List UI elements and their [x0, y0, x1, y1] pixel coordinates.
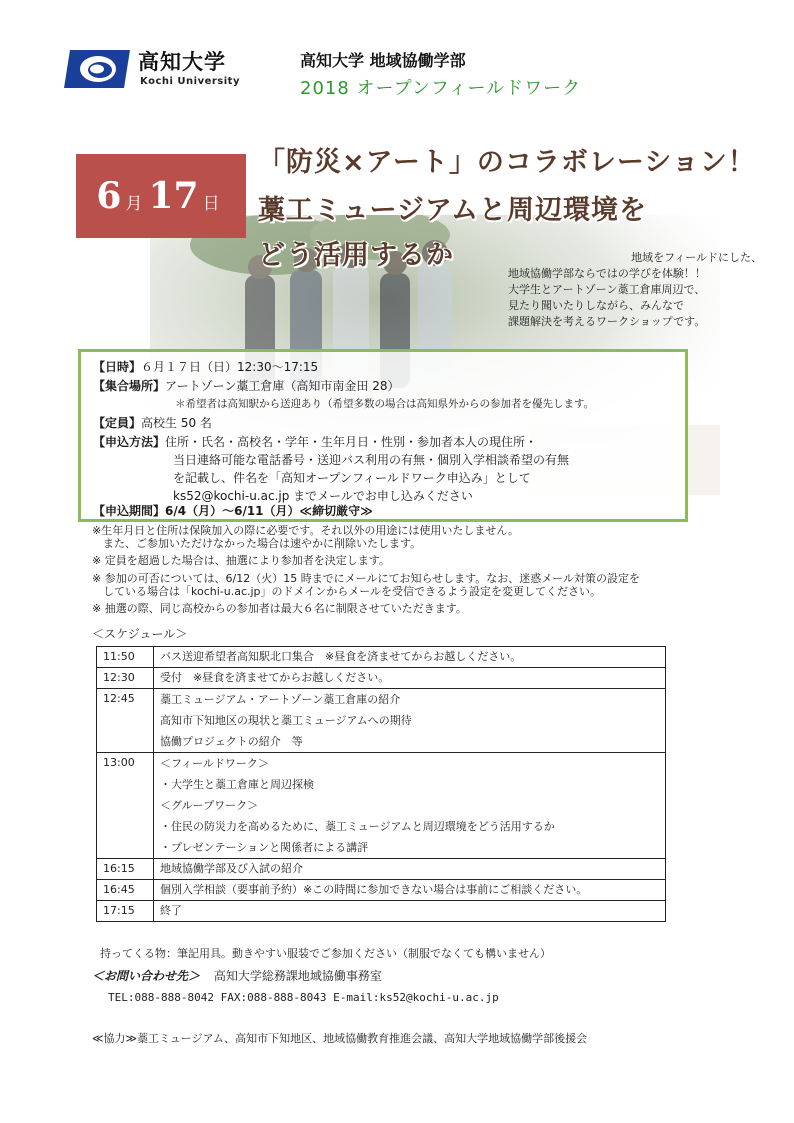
note-personal-info: ※生年月日と住所は保険加入の際に必要です。それ以外の用途には使用いたしません。 [92, 524, 519, 537]
intro-line: 課題解決を考えるワークショップです。 [508, 315, 706, 328]
university-logo [62, 44, 262, 96]
date-month-unit: 月 [125, 193, 143, 214]
apply-line: 住所・氏名・高校名・学年・生年月日・性別・参加者本人の現住所・ [165, 435, 538, 449]
schedule-item: 個別入学相談（要事前予約）※この時間に参加できない場合は事前にご相談ください。 [154, 880, 666, 901]
apply-line: を記載し、件名を「高知オープンフィールドワーク申込み」として [173, 471, 531, 485]
intro-line: 地域をフィールドにした、 [631, 251, 762, 264]
table-row [97, 880, 666, 901]
schedule-line: ＜フィールドワーク＞ [160, 757, 269, 770]
schedule-line: 藁工ミュージアム・アートゾーン藁工倉庫の紹介 [160, 693, 401, 706]
schedule-item [154, 689, 666, 753]
logo-name: 高知大学 [138, 50, 226, 74]
contact-tel-line: TEL:088-888-8042 FAX:088-888-8043 E-mail:ks52@kochi-u.ac.jp [108, 991, 499, 1004]
schedule-line: ・プレゼンテーションと関係者による講評 [160, 841, 369, 854]
contact-heading [92, 967, 382, 984]
table-row [97, 647, 666, 668]
event-title-line-1: 「防災×アート」のコラボレーション！ [258, 147, 756, 178]
schedule-line: ＜グループワーク＞ [160, 799, 259, 812]
cooperation-credits: ≪協力≫藁工ミュージアム、高知市下知地区、地域協働教育推進会議、高知大学地域協働学部後援会 [92, 1032, 588, 1045]
info-period [93, 502, 373, 519]
note-notification: ※ 参加の可否については、6/12（火）15 時までにメールにてお知らせします。なお、迷惑メール対策の設定を [92, 572, 641, 585]
apply-line: 当日連絡可能な電話番号・送迎バス利用の有無・個別入学相談希望の有無 [173, 453, 570, 467]
schedule-line: 高知市下知地区の現状と藁工ミュージアムへの期待 [160, 714, 412, 727]
schedule-line: 協働プロジェクトの紹介 等 [160, 735, 303, 748]
intro-line: 地域協働学部ならではの学びを体験！！ [508, 267, 706, 280]
datetime-value: ６月１７日（日）12:30～17:15 [141, 360, 319, 374]
items-to-bring: 持ってくる物：筆記用具。動きやすい服装でご参加ください（制服でなくても構いません） [100, 947, 551, 960]
schedule-time: 12:45 [97, 689, 154, 753]
schedule-item: 終了 [154, 901, 666, 922]
schedule-time: 13:00 [97, 753, 154, 859]
intro-line: 大学生とアートゾーン藁工倉庫周辺で、 [508, 283, 706, 296]
place-label: 【集合場所】 [93, 379, 166, 393]
schedule-item [154, 753, 666, 859]
contact-office: 高知大学総務課地域協働事務室 [213, 969, 382, 983]
apply-email-line: ks52@kochi-u.ac.jp までメールでお申し込みください [173, 489, 473, 503]
note-notification-cont: している場合は「kochi-u.ac.jp」のドメインからメールを受信できるよう設定を変更してください。 [92, 585, 601, 598]
intro-text [508, 250, 770, 330]
event-info-box [78, 349, 688, 522]
event-date-badge [76, 154, 246, 238]
schedule-item: バス送迎希望者高知駅北口集合 ※昼食を済ませてからお越しください。 [154, 647, 666, 668]
event-title-line-2: 藁工ミュージアムと周辺環境を [258, 195, 648, 226]
schedule-time: 11:50 [97, 647, 154, 668]
faculty-name: 高知大学 地域協働学部 [300, 51, 466, 70]
period-label: 【申込期間】 [93, 504, 166, 518]
info-place [93, 377, 400, 394]
info-capacity [93, 414, 212, 431]
schedule-line: ・大学生と藁工倉庫と周辺探検 [160, 778, 314, 791]
date-day: 17 [148, 175, 199, 217]
place-value: アートゾーン藁工倉庫（高知市南金田 28） [165, 379, 400, 393]
capacity-label: 【定員】 [93, 416, 142, 430]
info-apply [93, 433, 537, 450]
logo-english-name: Kochi University [140, 76, 240, 87]
date-day-unit: 日 [202, 193, 220, 214]
contact-label: ＜お問い合わせ先＞ [92, 969, 201, 983]
note-personal-info-cont: また、ご参加いただけなかった場合は速やかに削除いたします。 [92, 537, 422, 550]
university-logo-icon [62, 48, 132, 90]
schedule-item: 受付 ※昼食を済ませてからお越しください。 [154, 668, 666, 689]
event-title-line-3: どう活用するか [258, 240, 454, 271]
table-row [97, 668, 666, 689]
schedule-item: 地域協働学部及び入試の紹介 [154, 859, 666, 880]
intro-line: 見たり聞いたりしながら、みんなで [508, 299, 684, 312]
capacity-value: 高校生 50 名 [141, 416, 212, 430]
info-datetime [93, 358, 318, 375]
schedule-table [96, 646, 666, 922]
period-value: 6/4（月）～6/11（月）≪締切厳守≫ [165, 504, 373, 518]
schedule-title: ＜スケジュール＞ [92, 627, 188, 641]
schedule-time: 16:15 [97, 859, 154, 880]
table-row [97, 859, 666, 880]
date-month: 6 [96, 175, 122, 217]
schedule-time: 12:30 [97, 668, 154, 689]
table-row [97, 901, 666, 922]
note-lottery: ※ 定員を超過した場合は、抽選により参加者を決定します。 [92, 554, 390, 567]
note-school-limit: ※ 抽選の際、同じ高校からの参加者は最大６名に制限させていただきます。 [92, 602, 467, 615]
program-title: 2018 オープンフィールドワーク [300, 78, 582, 99]
table-row [97, 689, 666, 753]
datetime-label: 【日時】 [93, 360, 142, 374]
table-row [97, 753, 666, 859]
apply-label: 【申込方法】 [93, 435, 166, 449]
place-note: ＊希望者は高知駅から送迎あり（希望多数の場合は高知県外からの参加者を優先します。 [175, 398, 595, 410]
schedule-time: 17:15 [97, 901, 154, 922]
schedule-time: 16:45 [97, 880, 154, 901]
schedule-line: ・住民の防災力を高めるために、藁工ミュージアムと周辺環境をどう活用するか [160, 820, 555, 833]
